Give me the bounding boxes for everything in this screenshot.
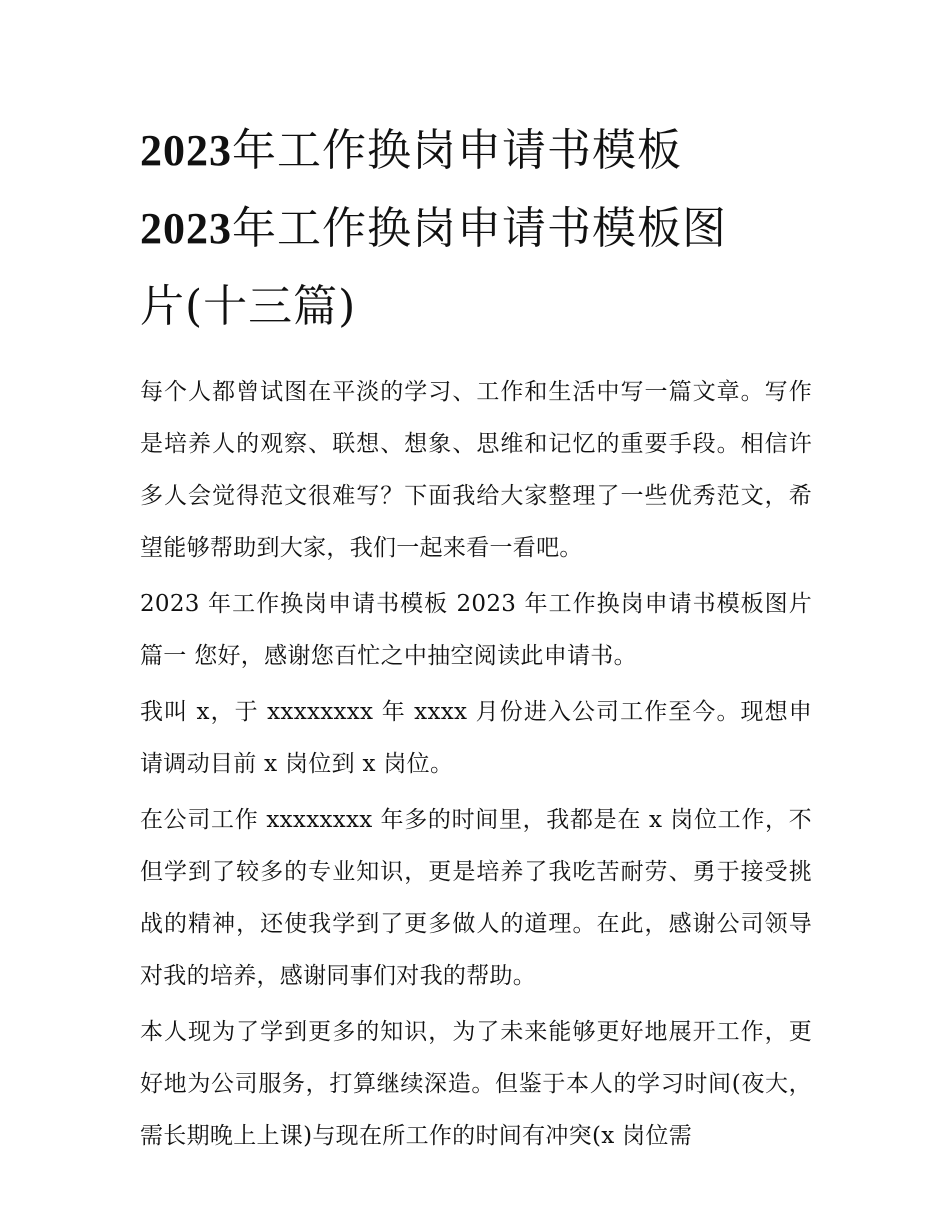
paragraph: 我叫 x，于 xxxxxxxx 年 xxxx 月份进入公司工作至今。现想申请调动目前 x 岗位到 x 岗位。 — [140, 699, 812, 777]
title-line — [140, 190, 812, 268]
title-text: 年工作换岗申请书模板图 — [232, 203, 727, 254]
title-line — [140, 268, 812, 346]
document-title — [140, 112, 812, 346]
document-page — [140, 112, 812, 1166]
title-text: 年工作换岗申请书模板 — [232, 125, 682, 176]
paragraph: 本人现为了学到更多的知识，为了未来能够更好地展开工作，更好地为公司服务，打算继续深造。但鉴于本人的学习时间(夜大，需长期晚上上课)与现在所工作的时间有冲突(x 岗位需 — [140, 1019, 812, 1149]
title-year: 2023 — [140, 126, 232, 175]
paragraph-heading: 2023 年工作换岗申请书模板 2023 年工作换岗申请书模板图片篇一 您好，感谢您百忙之中抽空阅读此申请书。 — [140, 591, 812, 669]
paragraph: 在公司工作 xxxxxxxx 年多的时间里，我都是在 x 岗位工作，不但学到了较多的专业知识，更是培养了我吃苦耐劳、勇于接受挑战的精神，还使我学到了更多做人的道理。在此，感谢公司领导对我的培养，感谢同事们对我的帮助。 — [140, 807, 812, 989]
document-body — [140, 366, 812, 1162]
title-line — [140, 112, 812, 190]
title-year: 2023 — [140, 204, 232, 253]
title-text: 片(十三篇) — [140, 281, 357, 332]
paragraph-intro: 每个人都曾试图在平淡的学习、工作和生活中写一篇文章。写作是培养人的观察、联想、想象、思维和记忆的重要手段。相信许多人会觉得范文很难写？下面我给大家整理了一些优秀范文，希望能够帮助到大家，我们一起来看一看吧。 — [140, 379, 812, 561]
